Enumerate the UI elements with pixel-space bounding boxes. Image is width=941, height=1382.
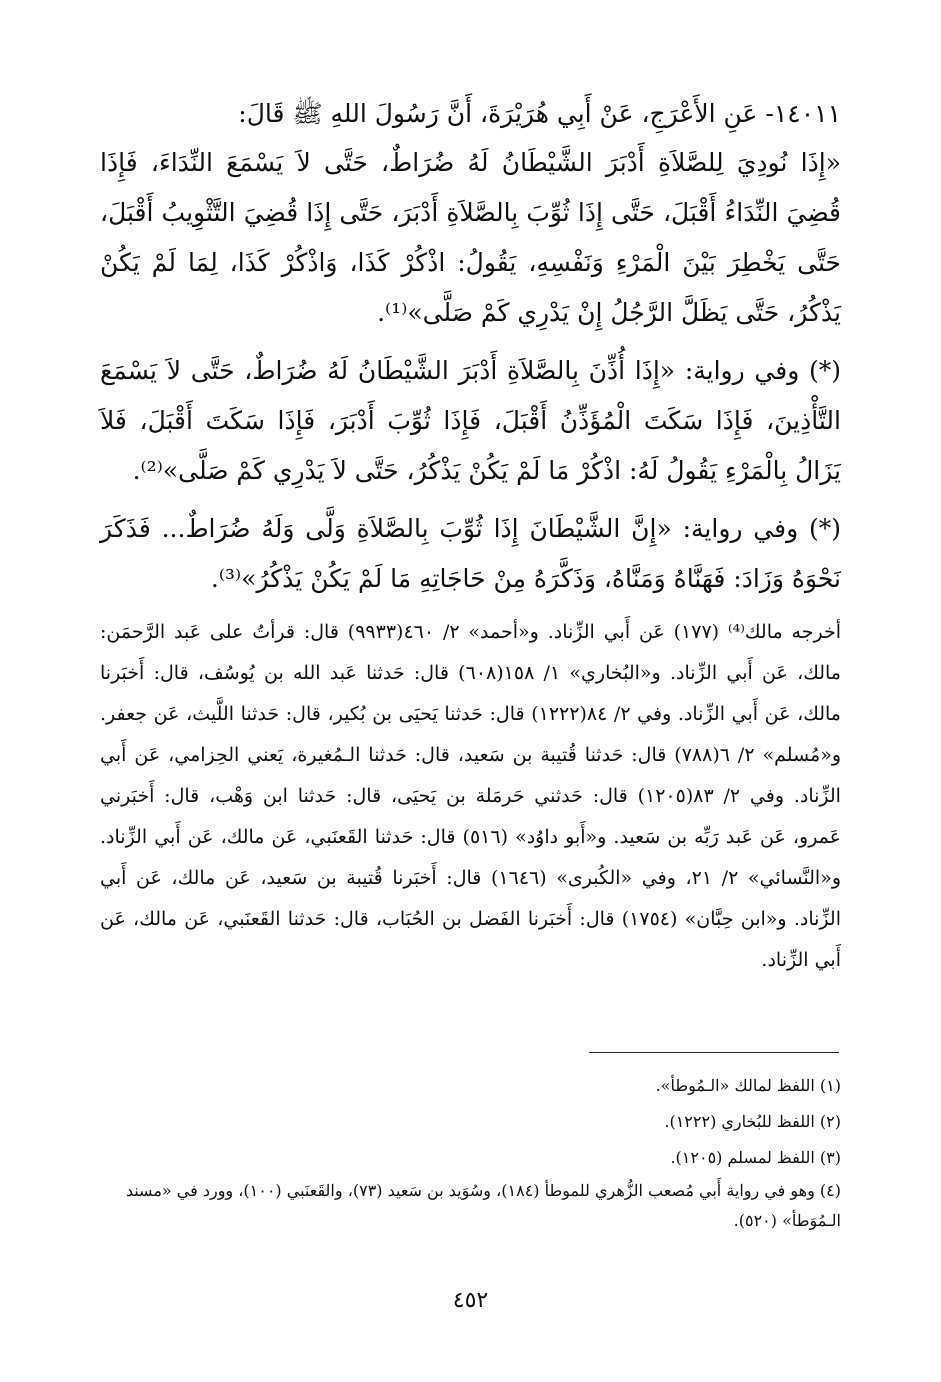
main-content [100,92,841,981]
hadith-header: ١٤٠١١- عَنِ الأَعْرَجِ، عَنْ أَبِي هُرَيْرَةَ، أَنَّ رَسُولَ اللهِ ﷺ قَالَ: [238,99,841,128]
footnote-1: (١) اللفظ لمالك «الـمُوطأ». [655,1076,841,1095]
hadith-variant-1: (*) وفي رواية: «إِذَا أُذِّنَ بِالصَّلاَةِ أَدْبَرَ الشَّيْطَانُ لَهُ ضُرَاطٌ، حَتَّى لاَ يَسْمَعَ التَّأْذِينَ، فَإِذَا سَكَتَ الْمُؤَذِّنُ أَقْبَلَ، فَإِذَا ثُوِّبَ أَدْبَرَ، فَإِذَا سَكَتَ أَقْبَلَ، فَلاَ يَزَالُ بِالْمَرْءِ يَقُولُ لَهُ: اذْكُرْ مَا لَمْ يَكُنْ يَذْكُرُ، حَتَّى لاَ يَدْرِي كَمْ صَلَّى»⁽²⁾. [100,356,841,485]
footnote-divider [589,1052,839,1053]
footnote-4: (٤) وهو في رواية أَبي مُصعب الزُّهري للموطأ (١٨٤)، وسُوَيد بن سَعيد (٧٣)، والقَعنَبي (١٠٠)، وورد في «مسند الـمُوَطأ» (٥٢٠). [125,1181,841,1230]
hadith-variant-2: (*) وفي رواية: «إِنَّ الشَّيْطَانَ إِذَا ثُوِّبَ بِالصَّلاَةِ وَلَّى وَلَهُ ضُرَاطٌ... فَذَكَرَ نَحْوَهُ وَزَادَ: فَهَنَّاهُ وَمَنَّاهُ، وَذَكَّرَهُ مِنْ حَاجَاتِهِ مَا لَمْ يَكُنْ يَذْكُرُ»⁽³⁾. [100,514,841,593]
footnotes [100,1068,841,1236]
hadith-main-text: «إِذَا نُودِيَ لِلصَّلاَةِ أَدْبَرَ الشَّيْطَانُ لَهُ ضُرَاطٌ، حَتَّى لاَ يَسْمَعَ النِّدَاءَ، فَإِذَا قُضِيَ النِّدَاءُ أَقْبَلَ، حَتَّى إِذَا ثُوِّبَ بِالصَّلاَةِ أَدْبَرَ، حَتَّى إِذَا قُضِيَ التَّثْوِيبُ أَقْبَلَ، حَتَّى يَخْطِرَ بَيْنَ الْمَرْءِ وَنَفْسِهِ، يَقُولُ: اذْكُرْ كَذَا، وَاذْكُرْ كَذَا، لِمَا لَمْ يَكُنْ يَذْكُرُ، حَتَّى يَظَلَّ الرَّجُلُ إِنْ يَدْرِي كَمْ صَلَّى»⁽¹⁾. [100,148,841,327]
footnote-3: (٣) اللفظ لمسلم (١٢٠٥). [670,1148,841,1167]
page-number: ٤٥٢ [452,1288,489,1313]
footnote-2: (٢) اللفظ للبُخاري (١٢٢٢). [664,1112,841,1131]
takhrij-paragraph: أخرجه مالك⁽⁴⁾ (١٧٧) عَن أَبي الزِّناد. و«أحمد» ٢/ ٤٦٠(٩٩٣٣) قال: قرأتُ على عَبد الرَّحمَن: مالك، عَن أَبي الزِّناد. و«البُخاري» ١/ ١٥٨(٦٠٨) قال: حَدثنا عَبد الله بن يُوسُف، قال: أَخبَرنا مالك، عَن أَبي الزِّناد. وفي ٢/ ٨٤(١٢٢٢) قال: حَدثنا يَحيَى بن بُكير، قال: حَدثنا اللَّيث، عَن جعفر. و«مُسلم» ٢/ ٦(٧٨٨) قال: حَدثنا قُتيبة بن سَعيد، قال: حَدثنا الـمُغيرة، يَعني الحِزامي، عَن أَبي الزِّناد. وفي ٢/ ٨٣(١٢٠٥) قال: حَدثني حَرمَلة بن يَحيَى، قال: حَدثنا ابن وَهْب، قال: أَخبَرني عَمرو، عَن عَبد رَبِّه بن سَعيد. و«أَبو داوُد» (٥١٦) قال: حَدثنا القَعنَبي، عَن مالك، عَن أَبي الزِّناد. و«النَّسائي» ٢/ ٢١، وفي «الكُبرى» (١٦٤٦) قال: أَخبَرنا قُتيبة بن سَعيد، عَن مالك، عَن أَبي الزِّناد. و«ابن حِبَّان» (١٧٥٤) قال: أَخبَرنا الفَضل بن الحُبَاب، قال: حَدثنا القَعنَبي، عَن مالك، عَن أَبي الزِّناد. [100,621,842,971]
